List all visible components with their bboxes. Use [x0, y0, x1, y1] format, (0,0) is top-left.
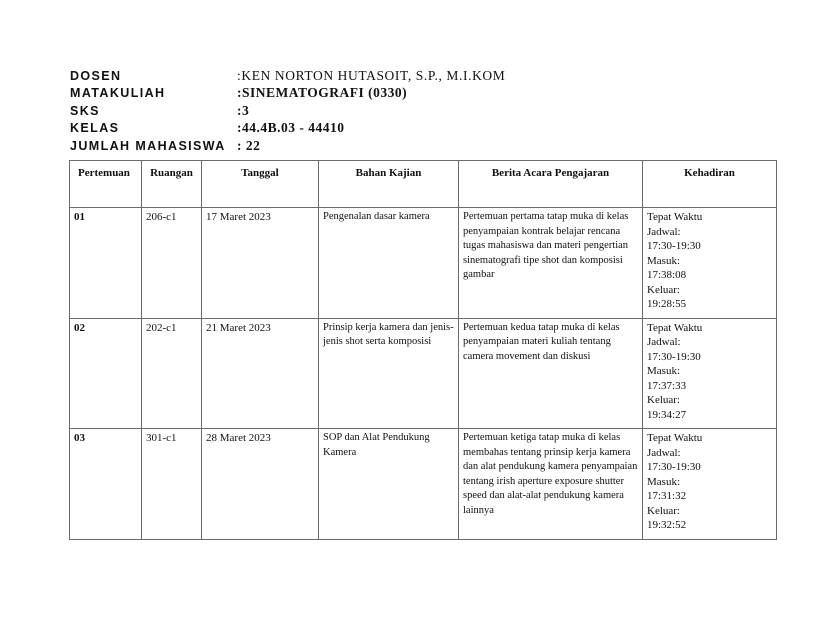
header-label: KELAS — [70, 121, 120, 135]
header-value: :44.4B.03 - 44410 — [237, 120, 345, 135]
attendance-in-label: Masuk: — [647, 365, 680, 377]
cell-berita-acara: Pertemuan kedua tatap muka di kelas penyampaian materi kuliah tentang camera movement dan diskusi — [459, 318, 643, 429]
attendance-schedule-value: 17:30-19:30 — [647, 350, 701, 363]
cell-berita-acara: Pertemuan ketiga tatap muka di kelas membahas tentang prinsip kerja kamera dan alat pendukung kamera penyampaian tentang irish aperture exposure shutter speed dan alat-alat pendukung kamera lainnya — [459, 429, 643, 540]
attendance-out-value: 19:32:52 — [647, 519, 687, 531]
cell-pertemuan: 03 — [70, 429, 142, 540]
table-row — [70, 208, 777, 319]
cell-pertemuan: 02 — [70, 318, 142, 429]
header-label: DOSEN — [70, 68, 122, 83]
cell-bahan-kajian: Prinsip kerja kamera dan jenis-jenis shot serta komposisi — [319, 318, 459, 429]
cell-tanggal: 28 Maret 2023 — [202, 429, 319, 540]
header-row-sks — [70, 100, 505, 118]
header-row-dosen — [70, 65, 505, 83]
attendance-in-value: 17:31:32 — [647, 490, 687, 502]
column-header-berita-acara: Berita Acara Pengajaran — [459, 161, 643, 208]
header-value: : 22 — [237, 137, 261, 153]
column-header-ruangan: Ruangan — [142, 161, 202, 208]
cell-kehadiran — [643, 208, 777, 319]
attendance-schedule-value: 17:30-19:30 — [647, 461, 701, 473]
cell-tanggal: 17 Maret 2023 — [202, 208, 319, 319]
cell-ruangan: 301-c1 — [142, 429, 202, 540]
attendance-schedule-value: 17:30-19:30 — [647, 240, 701, 252]
course-header — [70, 65, 505, 153]
teaching-log-table — [69, 160, 777, 540]
attendance-status: Tepat Waktu — [647, 432, 703, 444]
column-header-tanggal: Tanggal — [202, 161, 319, 208]
cell-bahan-kajian: SOP dan Alat Pendukung Kamera — [319, 429, 459, 540]
attendance-in-label: Masuk: — [647, 475, 680, 488]
table-header-row — [70, 161, 777, 208]
header-label: JUMLAH MAHASISWA — [70, 138, 226, 153]
attendance-in-value: 17:38:08 — [647, 269, 687, 281]
header-value: :KEN NORTON HUTASOIT, S.P., M.I.KOM — [237, 67, 506, 83]
attendance-out-label: Keluar: — [647, 394, 680, 406]
header-row-kelas — [70, 118, 505, 136]
attendance-in-label: Masuk: — [647, 254, 680, 267]
cell-berita-acara: Pertemuan pertama tatap muka di kelas penyampaian kontrak belajar rencana tugas mahasiswa dan materi pengertian sinematografi tipe shot dan komposisi gambar — [459, 208, 643, 319]
table-row — [70, 429, 777, 540]
attendance-schedule-label: Jadwal: — [647, 336, 681, 348]
column-header-kehadiran: Kehadiran — [643, 161, 777, 208]
header-value: :3 — [237, 102, 250, 118]
attendance-in-value: 17:37:33 — [647, 379, 687, 392]
attendance-out-label: Keluar: — [647, 283, 680, 296]
attendance-schedule-label: Jadwal: — [647, 446, 681, 459]
header-value: :SINEMATOGRAFI (0330) — [237, 85, 408, 100]
header-row-jumlah-mahasiswa — [70, 135, 505, 153]
cell-kehadiran — [643, 429, 777, 540]
column-header-pertemuan: Pertemuan — [70, 161, 142, 208]
cell-ruangan: 206-c1 — [142, 208, 202, 319]
cell-pertemuan: 01 — [70, 208, 142, 319]
cell-kehadiran — [643, 318, 777, 429]
attendance-status: Tepat Waktu — [647, 211, 703, 223]
cell-tanggal: 21 Maret 2023 — [202, 318, 319, 429]
cell-bahan-kajian: Pengenalan dasar kamera — [319, 208, 459, 319]
cell-ruangan: 202-c1 — [142, 318, 202, 429]
attendance-schedule-label: Jadwal: — [647, 225, 681, 238]
attendance-out-value: 19:28:55 — [647, 298, 687, 310]
header-row-matakuliah — [70, 83, 505, 101]
header-label: MATAKULIAH — [70, 86, 166, 100]
header-label: SKS — [70, 103, 100, 118]
attendance-out-value: 19:34:27 — [647, 408, 687, 421]
column-header-bahan-kajian: Bahan Kajian — [319, 161, 459, 208]
attendance-status: Tepat Waktu — [647, 321, 703, 334]
table-row — [70, 318, 777, 429]
attendance-out-label: Keluar: — [647, 504, 680, 517]
